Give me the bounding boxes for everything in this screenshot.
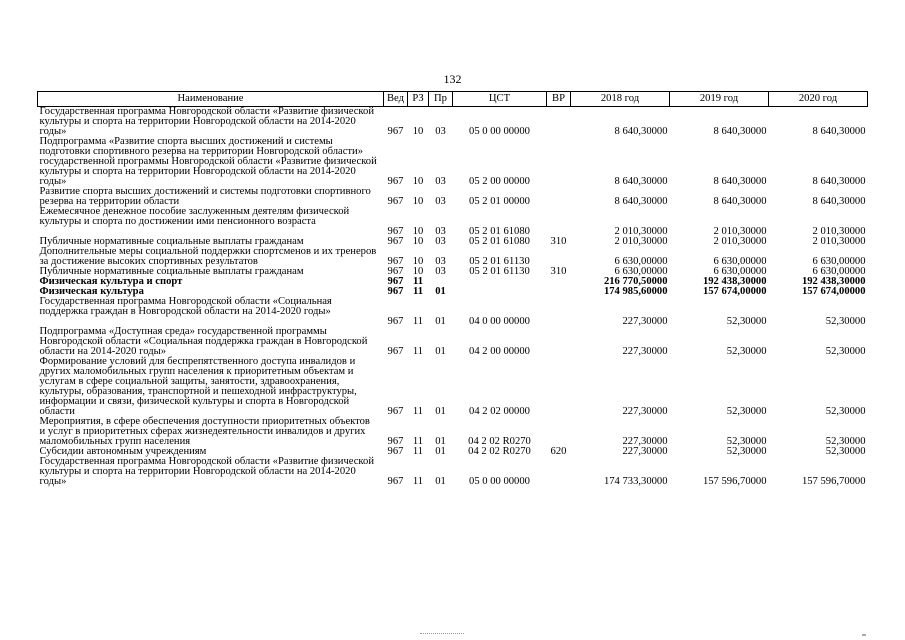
- table-row: [38, 357, 868, 417]
- row-ved: 967: [387, 196, 404, 207]
- row-ved: 967: [387, 276, 404, 287]
- row-cst: 05 2 01 00000: [469, 196, 530, 207]
- row-amount-2019: 2 010,30000: [713, 226, 767, 237]
- row-pr: 03: [435, 126, 446, 137]
- row-amount-2019: 192 438,30000: [702, 276, 767, 287]
- row-vr: [547, 357, 571, 417]
- row-rz: 11: [412, 286, 423, 297]
- row-rz: 10: [412, 126, 424, 137]
- row-ved: 967: [387, 266, 404, 277]
- row-name: Дополнительные меры социальной поддержки спортсменов и их тренеров за достижение высоких спортивных результатов: [39, 246, 377, 267]
- row-ved: 967: [387, 436, 404, 447]
- row-amount-2019: 2 010,30000: [713, 236, 767, 247]
- row-amount-2018: 227,30000: [622, 346, 668, 357]
- row-amount-2018: 227,30000: [622, 436, 668, 447]
- table-body: [38, 107, 868, 488]
- row-amount-2019: 52,30000: [726, 346, 767, 357]
- row-amount-2018: 8 640,30000: [614, 196, 668, 207]
- row-amount-2018: 216 770,50000: [603, 276, 668, 287]
- row-vr: [547, 107, 571, 138]
- header-2020: 2020 год: [769, 92, 868, 107]
- row-vr: [547, 247, 571, 267]
- header-vr: ВР: [547, 92, 571, 107]
- header-rz: РЗ: [408, 92, 429, 107]
- table-row: [38, 137, 868, 187]
- row-ved: 967: [387, 346, 404, 357]
- table-row: [38, 207, 868, 237]
- row-amount-2018: 2 010,30000: [614, 226, 668, 237]
- row-amount-2019: 52,30000: [726, 436, 767, 447]
- row-ved: 967: [387, 316, 404, 327]
- header-cst: ЦСТ: [453, 92, 547, 107]
- row-pr: 01: [435, 406, 446, 417]
- row-rz: 10: [412, 256, 424, 267]
- row-vr: 620: [550, 446, 567, 457]
- row-pr: 03: [435, 226, 446, 237]
- row-amount-2018: 8 640,30000: [614, 176, 668, 187]
- row-pr: 03: [435, 266, 446, 277]
- row-amount-2020: 2 010,30000: [812, 226, 866, 237]
- row-cst: 04 0 00 00000: [469, 316, 530, 327]
- row-amount-2020: 157 596,70000: [801, 476, 866, 487]
- row-name: Физическая культура и спорт: [39, 276, 183, 287]
- row-amount-2019: 52,30000: [726, 406, 767, 417]
- row-cst: 04 2 02 R0270: [468, 446, 531, 457]
- row-ved: 967: [387, 236, 404, 247]
- row-pr: 03: [435, 196, 446, 207]
- row-amount-2020: 8 640,30000: [812, 196, 866, 207]
- row-rz: 10: [412, 266, 424, 277]
- row-cst: 04 2 02 R0270: [468, 436, 531, 447]
- row-cst: 05 2 01 61130: [469, 256, 530, 267]
- row-amount-2019: 8 640,30000: [713, 196, 767, 207]
- row-name: Развитие спорта высших достижений и системы подготовки спортивного резерва на территории области: [39, 186, 371, 207]
- row-amount-2019: 157 596,70000: [702, 476, 767, 487]
- row-ved: 967: [387, 286, 404, 297]
- row-pr: 03: [435, 236, 446, 247]
- row-ved: 967: [387, 226, 404, 237]
- row-pr: 03: [435, 256, 446, 267]
- row-cst: [453, 277, 547, 287]
- row-name: Государственная программа Новгородской области «Развитие физической культуры и спорта на территории Новгородской области на 2014-2020 годы»: [39, 106, 375, 137]
- row-rz: 10: [412, 236, 424, 247]
- row-vr: [547, 207, 571, 237]
- table-row: [38, 457, 868, 487]
- row-name: Ежемесячное денежное пособие заслуженным деятелям физической культуры и спорта по достижении ими пенсионного возраста: [39, 206, 350, 227]
- row-amount-2018: 227,30000: [622, 446, 668, 457]
- row-amount-2019: 52,30000: [726, 316, 767, 327]
- row-name: Формирование условий для беспрепятственного доступа инвалидов и других маломобильных групп населения к приоритетным объектам и услугам в сфере социальной защиты, занятости, здравоохранения, культуры, образования, транспортной и пешеходной инфраструктуры, информации и связи, физической культуры и спорта в Новгородской области: [39, 356, 357, 417]
- row-name: Государственная программа Новгородской области «Социальная поддержка граждан в Новгородской области на 2014-2020 годы»: [39, 296, 332, 317]
- row-name: Субсидии автономным учреждениям: [39, 446, 207, 457]
- row-pr: 01: [435, 346, 446, 357]
- scan-artifact: [862, 634, 866, 636]
- row-name: Государственная программа Новгородской области «Развитие физической культуры и спорта на территории Новгородской области на 2014-2020 годы»: [39, 456, 375, 487]
- row-vr: [547, 287, 571, 297]
- row-amount-2018: 8 640,30000: [614, 126, 668, 137]
- header-name: Наименование: [38, 92, 384, 107]
- row-amount-2018: 227,30000: [622, 316, 668, 327]
- table-row: [38, 417, 868, 447]
- row-amount-2019: 8 640,30000: [713, 176, 767, 187]
- row-ved: 967: [387, 176, 404, 187]
- row-amount-2020: 6 630,00000: [812, 266, 866, 277]
- table-row: [38, 187, 868, 207]
- budget-table: [37, 91, 868, 487]
- row-cst: 05 2 01 61130: [469, 266, 530, 277]
- row-pr: 01: [435, 446, 446, 457]
- row-cst: 05 0 00 00000: [469, 476, 530, 487]
- row-cst: 05 2 01 61080: [469, 226, 530, 237]
- table-row: [38, 297, 868, 327]
- row-vr: [547, 457, 571, 487]
- row-amount-2020: 52,30000: [825, 436, 866, 447]
- row-amount-2020: 8 640,30000: [812, 176, 866, 187]
- row-amount-2020: 52,30000: [825, 406, 866, 417]
- row-vr: 310: [550, 236, 567, 247]
- row-amount-2018: 174 985,60000: [603, 286, 668, 297]
- header-pr: Пр: [429, 92, 453, 107]
- row-pr: 03: [435, 176, 446, 187]
- row-rz: 11: [412, 436, 424, 447]
- row-cst: 05 2 00 00000: [469, 176, 530, 187]
- row-amount-2020: 2 010,30000: [812, 236, 866, 247]
- row-rz: 11: [412, 406, 424, 417]
- table-row: [38, 247, 868, 267]
- row-vr: [547, 327, 571, 357]
- row-cst: 04 2 00 00000: [469, 346, 530, 357]
- row-pr: 01: [435, 476, 446, 487]
- row-ved: 967: [387, 476, 404, 487]
- row-vr: [547, 187, 571, 207]
- header-2019: 2019 год: [670, 92, 769, 107]
- row-name: Подпрограмма «Развитие спорта высших достижений и системы подготовки спортивного резерва на территории Новгородской области» государственной программы Новгородской области «Развитие физической культуры и спорта на территории Новгородской области на 2014-2020 годы»: [39, 136, 377, 187]
- row-pr: 01: [435, 286, 446, 297]
- row-cst: [453, 287, 547, 297]
- table-header-row: [38, 92, 868, 107]
- header-ved: Вед: [384, 92, 408, 107]
- row-amount-2018: 6 630,00000: [614, 256, 668, 267]
- row-rz: 11: [412, 276, 423, 287]
- row-rz: 11: [412, 476, 424, 487]
- row-amount-2018: 2 010,30000: [614, 236, 668, 247]
- row-vr: [547, 137, 571, 187]
- row-amount-2020: 52,30000: [825, 316, 866, 327]
- row-vr: [547, 417, 571, 447]
- row-cst: 04 2 02 00000: [469, 406, 530, 417]
- row-amount-2019: 6 630,00000: [713, 266, 767, 277]
- row-cst: 05 2 01 61080: [469, 236, 530, 247]
- row-amount-2020: 52,30000: [825, 346, 866, 357]
- row-rz: 11: [412, 446, 424, 457]
- table-row: [38, 327, 868, 357]
- row-name: Физическая культура: [39, 286, 144, 297]
- row-amount-2018: 174 733,30000: [603, 476, 668, 487]
- row-pr: 01: [435, 316, 446, 327]
- row-amount-2019: 52,30000: [726, 446, 767, 457]
- row-ved: 967: [387, 446, 404, 457]
- row-cst: 05 0 00 00000: [469, 126, 530, 137]
- row-amount-2020: 192 438,30000: [801, 276, 866, 287]
- row-amount-2018: 227,30000: [622, 406, 668, 417]
- row-vr: 310: [550, 266, 567, 277]
- row-pr: 01: [435, 436, 446, 447]
- row-ved: 967: [387, 256, 404, 267]
- row-ved: 967: [387, 406, 404, 417]
- row-amount-2020: 8 640,30000: [812, 126, 866, 137]
- row-name: Подпрограмма «Доступная среда» государственной программы Новгородской области «Социальная поддержка граждан в Новгородской области на 2014-2020 годы»: [39, 326, 368, 357]
- row-name: Мероприятия, в сфере обеспечения доступности приоритетных объектов и услуг в приоритетных сферах жизнедеятельности инвалидов и других маломобильных групп населения: [39, 416, 370, 447]
- header-2018: 2018 год: [571, 92, 670, 107]
- row-name: Публичные нормативные социальные выплаты гражданам: [39, 266, 304, 277]
- row-vr: [547, 297, 571, 327]
- row-rz: 11: [412, 316, 424, 327]
- row-amount-2020: 6 630,00000: [812, 256, 866, 267]
- row-amount-2019: 6 630,00000: [713, 256, 767, 267]
- row-vr: [547, 277, 571, 287]
- row-rz: 11: [412, 346, 424, 357]
- row-amount-2019: 157 674,00000: [702, 286, 767, 297]
- row-rz: 10: [412, 196, 424, 207]
- row-amount-2019: 8 640,30000: [713, 126, 767, 137]
- row-rz: 10: [412, 176, 424, 187]
- row-amount-2018: 6 630,00000: [614, 266, 668, 277]
- table-row: [38, 107, 868, 138]
- row-amount-2020: 157 674,00000: [801, 286, 866, 297]
- scan-artifact: [420, 633, 464, 636]
- row-rz: 10: [412, 226, 424, 237]
- row-amount-2020: 52,30000: [825, 446, 866, 457]
- row-name: Публичные нормативные социальные выплаты гражданам: [39, 236, 304, 247]
- page-number: 132: [443, 72, 462, 86]
- row-ved: 967: [387, 126, 404, 137]
